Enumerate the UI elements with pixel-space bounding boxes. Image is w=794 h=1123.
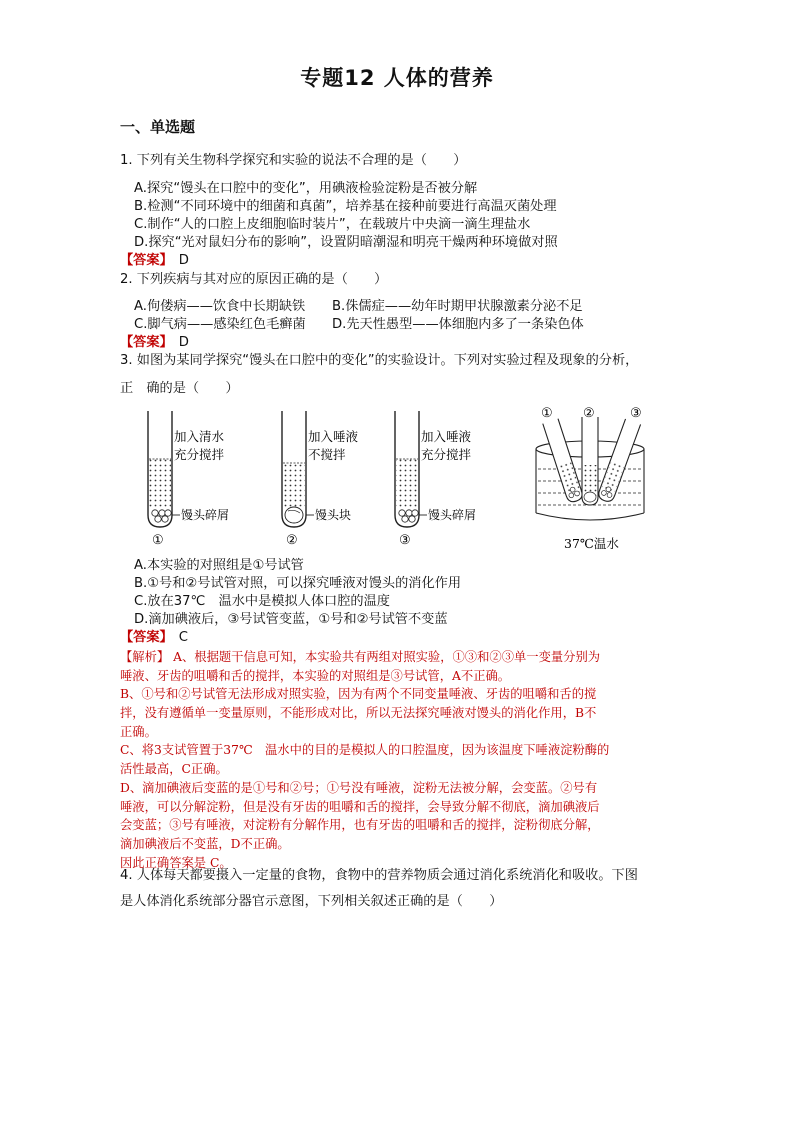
q2-answer [120, 334, 189, 351]
explanation-line: D、滴加碘液后变蓝的是①号和②号；①号没有唾液，淀粉无法被分解，会变蓝。②号有 [120, 780, 598, 795]
q3-explanation [120, 648, 680, 872]
tube1-label-1: 加入清水 [174, 429, 225, 444]
tube2-label-1: 加入唾液 [308, 429, 359, 444]
bath-number-2: ② [583, 406, 595, 421]
tube1-number: ① [152, 533, 164, 548]
tube2-label-2: 不搅拌 [308, 447, 346, 462]
explanation-line: 【解析】 A、根据题干信息可知，本实验共有两组对照实验，①③和②③单一变量分别为 [120, 650, 601, 664]
answer-label: 【答案】 [120, 253, 173, 268]
q3-answer [120, 629, 188, 646]
tube1-content: 馒头碎屑 [181, 508, 230, 522]
q1-answer [120, 252, 189, 269]
answer-label: 【答案】 [120, 630, 173, 645]
q1-option-c: C.制作“人的口腔上皮细胞临时装片”，在载玻片中央滴一滴生理盐水 [134, 217, 531, 232]
q4-stem-line2: 是人体消化系统部分器官示意图，下列相关叙述正确的是（ ） [120, 894, 503, 909]
q3-stem-line2: 正 确的是（ ） [120, 381, 239, 396]
explanation-line: 唾液，可以分解淀粉，但是没有牙齿的咀嚼和舌的搅拌，会导致分解不彻底，滴加碘液后 [120, 799, 600, 814]
q2-option-a: A.佝偻病——饮食中长期缺铁 [134, 299, 306, 314]
q2-option-b: B.侏儒症——幼年时期甲状腺激素分泌不足 [332, 299, 583, 314]
experiment-figure [118, 403, 678, 553]
tube3-label-2: 充分搅拌 [421, 447, 472, 462]
bath-number-1: ① [541, 406, 553, 421]
q2-option-c: C.脚气病——感染红色毛癣菌 [134, 317, 306, 332]
q3-stem-line1: 3. 如图为某同学探究“馒头在口腔中的变化”的实验设计。下列对实验过程及现象的分析， [120, 353, 639, 368]
q4-stem-line1: 4. 人体每天都要摄入一定量的食物，食物中的营养物质会通过消化系统消化和吸收。下图 [120, 868, 638, 883]
bath-number-3: ③ [630, 406, 642, 421]
q3-option-d: D.滴加碘液后，③号试管变蓝，①号和②号试管不变蓝 [134, 612, 448, 627]
tube2-content: 馒头块 [315, 508, 352, 522]
tube2-number: ② [286, 533, 298, 548]
explanation-line: 因此正确答案是 C。 [120, 855, 232, 870]
explanation-line: C、将3支试管置于37℃ 温水中的目的是模拟人的口腔温度，因为该温度下唾液淀粉酶的 [120, 743, 610, 758]
q2-option-d: D.先天性愚型——体细胞内多了一条染色体 [332, 317, 584, 332]
explanation-line: 正确。 [120, 724, 157, 739]
q1-option-b: B.检测“不同环境中的细菌和真菌”，培养基在接种前要进行高温灭菌处理 [134, 199, 557, 214]
tube3-label-1: 加入唾液 [421, 429, 472, 444]
explanation-line: 滴加碘液后不变蓝，D不正确。 [120, 836, 290, 851]
q1-option-a: A.探究“馒头在口腔中的变化”，用碘液检验淀粉是否被分解 [134, 181, 478, 196]
q3-option-a: A.本实验的对照组是①号试管 [134, 558, 304, 573]
page-title: 专题12 人体的营养 [300, 66, 494, 90]
section-heading: 一、单选题 [120, 118, 196, 136]
q1-stem: 1. 下列有关生物科学探究和实验的说法不合理的是（ ） [120, 153, 467, 168]
q3-option-b: B.①号和②号试管对照，可以探究唾液对馒头的消化作用 [134, 576, 462, 591]
answer-value: D [178, 335, 189, 350]
answer-value: C [178, 630, 188, 645]
experiment-diagram [118, 403, 678, 553]
explanation-line: B、①号和②号试管无法形成对照实验，因为有两个不同变量唾液、牙齿的咀嚼和舌的搅 [120, 687, 597, 702]
explanation-line: 拌，没有遵循单一变量原则，不能形成对比，所以无法探究唾液对馒头的消化作用，B不 [120, 706, 597, 721]
q1-option-d: D.探究“光对鼠妇分布的影响”，设置阴暗潮湿和明亮干燥两种环境做对照 [134, 235, 558, 250]
q2-stem: 2. 下列疾病与其对应的原因正确的是（ ） [120, 272, 388, 287]
explanation-line: 唾液、牙齿的咀嚼和舌的搅拌，本实验的对照组是③号试管，A不正确。 [120, 668, 511, 683]
answer-label: 【答案】 [120, 335, 173, 350]
explanation-line: 会变蓝；③号有唾液，对淀粉有分解作用，也有牙齿的咀嚼和舌的搅拌，淀粉彻底分解， [120, 818, 600, 833]
water-bath [536, 417, 644, 520]
tube3-number: ③ [399, 533, 411, 548]
bath-caption: 37℃温水 [564, 536, 619, 551]
answer-value: D [178, 253, 189, 268]
tube3-content: 馒头碎屑 [428, 508, 477, 522]
tube1-label-2: 充分搅拌 [174, 447, 225, 462]
q3-option-c: C.放在37℃ 温水中是模拟人体口腔的温度 [134, 594, 390, 609]
explanation-line: 活性最高，C正确。 [120, 762, 228, 777]
